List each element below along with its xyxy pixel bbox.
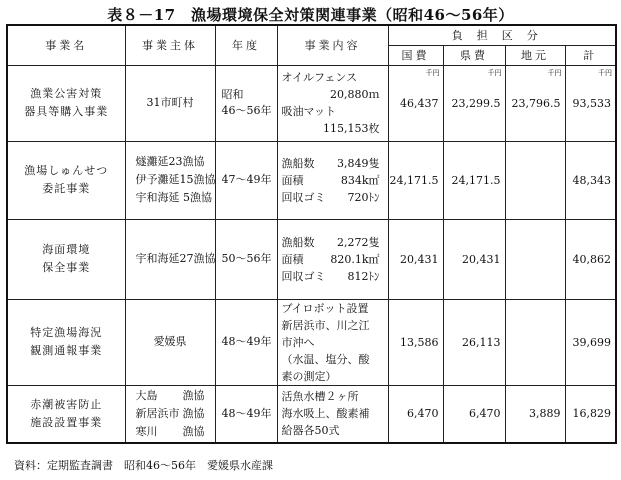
year-line: 47～49年: [221, 173, 272, 186]
project-name-line: 観測通報事業: [30, 344, 103, 357]
cell-national: 24,171.5: [388, 141, 443, 219]
operator-line-value: 延27漁協: [168, 252, 216, 265]
cell-total: 48,343: [565, 141, 616, 219]
operator-line: 愛媛県: [153, 335, 187, 348]
content-line: [282, 103, 388, 120]
project-name-line: 保全事業: [42, 261, 91, 274]
operator-line: [126, 405, 215, 423]
cell-total: 16,829: [565, 385, 616, 443]
content-line-label: 面積: [281, 252, 304, 266]
unit-label: 千円: [547, 68, 562, 77]
content-line-label: 回収ゴミ: [281, 269, 326, 283]
content-line: [282, 172, 388, 189]
content-line-value: 834k㎡: [340, 173, 380, 187]
content-line: [282, 234, 388, 251]
content-line-value: 20,880ｍ: [330, 88, 380, 101]
content-line-label: 漁船数: [281, 235, 315, 249]
cell-operator: [125, 141, 215, 219]
cell-operator: [125, 385, 215, 443]
cell-local: [505, 141, 565, 219]
cell-prefecture: 26,113: [443, 299, 505, 385]
content-line: [282, 155, 388, 172]
cell-year: [215, 385, 277, 443]
project-name-line: 漁場しゅんせつ: [24, 164, 109, 177]
cell-project-name: [7, 219, 125, 299]
table-row: [7, 299, 616, 385]
header-total: 計: [565, 45, 616, 65]
operator-line-value: 延23漁協: [157, 155, 205, 168]
cell-year: [215, 299, 277, 385]
cell-national: 20,431: [388, 219, 443, 299]
content-line: [282, 120, 388, 137]
cell-prefecture: 千円 23,299.5: [443, 65, 505, 141]
cell-project-name: [7, 385, 125, 443]
cell-total: 40,862: [565, 219, 616, 299]
year-line: 50～56年: [221, 252, 272, 265]
project-name-line: 器具等購入事業: [24, 105, 109, 118]
cell-year: [215, 219, 277, 299]
project-name-line: 委託事業: [42, 182, 91, 195]
header-year: 年度: [215, 25, 277, 65]
cell-prefecture: 6,470: [443, 385, 505, 443]
content-line-label: 回収ゴミ: [281, 190, 326, 204]
content-line-value: 3,849隻: [337, 156, 380, 170]
cell-total: 千円 93,533: [565, 65, 616, 141]
content-line-value: 2,272隻: [337, 235, 380, 249]
content-line-value: 115,153枚: [323, 122, 380, 135]
content-line-label: 給器各50式: [281, 424, 340, 438]
operator-line-value: 延 5漁協: [168, 191, 212, 204]
cell-total: 39,699: [565, 299, 616, 385]
table-row: [7, 385, 616, 443]
operator-line: 31市町村: [146, 96, 194, 109]
content-line-value: 812ﾄﾝ: [347, 269, 380, 283]
operator-line-value: 漁協: [182, 388, 205, 402]
operator-line-label: 新居浜市: [135, 406, 180, 420]
operator-line-value: 漁協: [182, 424, 205, 438]
operator-line-value: 延15漁協: [168, 173, 216, 186]
cell-local: [505, 219, 565, 299]
table-row: [7, 141, 616, 219]
cell-national: 6,470: [388, 385, 443, 443]
cell-operator: [125, 219, 215, 299]
header-prefecture: 県費: [443, 45, 505, 65]
content-line: [282, 422, 388, 439]
operator-line-label: 宇和海: [135, 252, 169, 265]
content-line-label: オイルフェンス: [281, 71, 358, 84]
content-line: [282, 317, 388, 334]
project-name-line: 施設設置事業: [30, 415, 103, 429]
header-local: 地元: [505, 45, 565, 65]
project-name-line: 漁業公害対策: [30, 87, 103, 100]
header-national: 国費: [388, 45, 443, 65]
unit-label: 千円: [487, 68, 502, 77]
operator-line: [126, 423, 215, 441]
content-line-label: 素の測定）: [281, 369, 337, 383]
table-body: [7, 65, 616, 443]
content-line-value: 720ﾄﾝ: [347, 190, 380, 204]
operator-line-label: 寒川: [135, 424, 158, 438]
cell-prefecture: 24,171.5: [443, 141, 505, 219]
content-line-label: 漁船数: [281, 156, 315, 170]
cell-local: 3,889: [505, 385, 565, 443]
project-name-line: 海面環境: [42, 243, 91, 256]
year-line: 46～56年: [221, 104, 272, 117]
cell-prefecture: 20,431: [443, 219, 505, 299]
content-line: [282, 268, 388, 285]
content-line: [282, 300, 388, 317]
content-line: [282, 189, 388, 206]
content-line: [282, 334, 388, 351]
year-line: 48～49年: [221, 335, 272, 348]
year-line: 48～49年: [221, 406, 272, 420]
content-line: [282, 368, 388, 385]
projects-table: [6, 24, 617, 444]
cell-project-name: [7, 141, 125, 219]
table-row: [7, 65, 616, 141]
cell-content: [277, 219, 388, 299]
cell-local: [505, 299, 565, 385]
project-name-line: 赤潮被害防止: [30, 397, 103, 411]
cell-operator: [125, 65, 215, 141]
year-line: 昭和: [221, 88, 244, 101]
operator-line-label: 伊予灘: [135, 173, 169, 186]
content-line: [282, 388, 388, 405]
header-burden: 負担区分: [388, 25, 616, 45]
content-line-label: 海水吸上、酸素補: [281, 407, 370, 421]
header-main: 事業主体: [125, 25, 215, 65]
content-line: [282, 86, 388, 103]
content-line-label: （水温、塩分、酸: [281, 352, 370, 366]
operator-line: [126, 189, 215, 207]
cell-project-name: [7, 65, 125, 141]
content-line: [282, 69, 388, 86]
content-line-label: 活魚水槽２ヶ所: [281, 390, 359, 404]
operator-line-label: 燧灘: [135, 155, 158, 168]
operator-line-label: 大島: [135, 388, 158, 402]
content-line-label: 面積: [281, 173, 304, 187]
content-line-label: 新居浜市、川之江: [281, 318, 370, 332]
table-row: [7, 219, 616, 299]
content-line: [282, 251, 388, 268]
operator-line: [126, 171, 215, 189]
content-line-label: ブイロボット設置: [281, 301, 369, 315]
cell-local: 千円 23,796.5: [505, 65, 565, 141]
cell-content: [277, 65, 388, 141]
project-name-line: 特定漁場海況: [30, 326, 103, 339]
content-line-label: 吸油マット: [281, 105, 337, 118]
content-line-label: 市沖へ: [281, 335, 315, 349]
header-name: 事業名: [7, 25, 125, 65]
cell-operator: [125, 299, 215, 385]
cell-project-name: [7, 299, 125, 385]
cell-content: [277, 299, 388, 385]
content-line: [282, 351, 388, 368]
cell-year: [215, 65, 277, 141]
operator-line: [126, 387, 215, 405]
table-title: 表８－17 漁場環境保全対策関連事業（昭和46～56年）: [107, 6, 514, 24]
operator-line-value: 漁協: [182, 406, 205, 420]
header-content: 事業内容: [277, 25, 388, 65]
operator-line-label: 宇和海: [135, 191, 169, 204]
content-line: [282, 405, 388, 422]
unit-label: 千円: [598, 68, 612, 77]
cell-national: 13,586: [388, 299, 443, 385]
content-line-value: 820.1k㎡: [330, 252, 380, 266]
operator-line: [126, 153, 215, 171]
cell-content: [277, 141, 388, 219]
operator-line: [126, 250, 215, 268]
cell-national: 千円 46,437: [388, 65, 443, 141]
source-note: 資料：定期監査調書 昭和46～56年 愛媛県水産課: [14, 459, 273, 472]
cell-content: [277, 385, 388, 443]
unit-label: 千円: [425, 68, 440, 77]
cell-year: [215, 141, 277, 219]
